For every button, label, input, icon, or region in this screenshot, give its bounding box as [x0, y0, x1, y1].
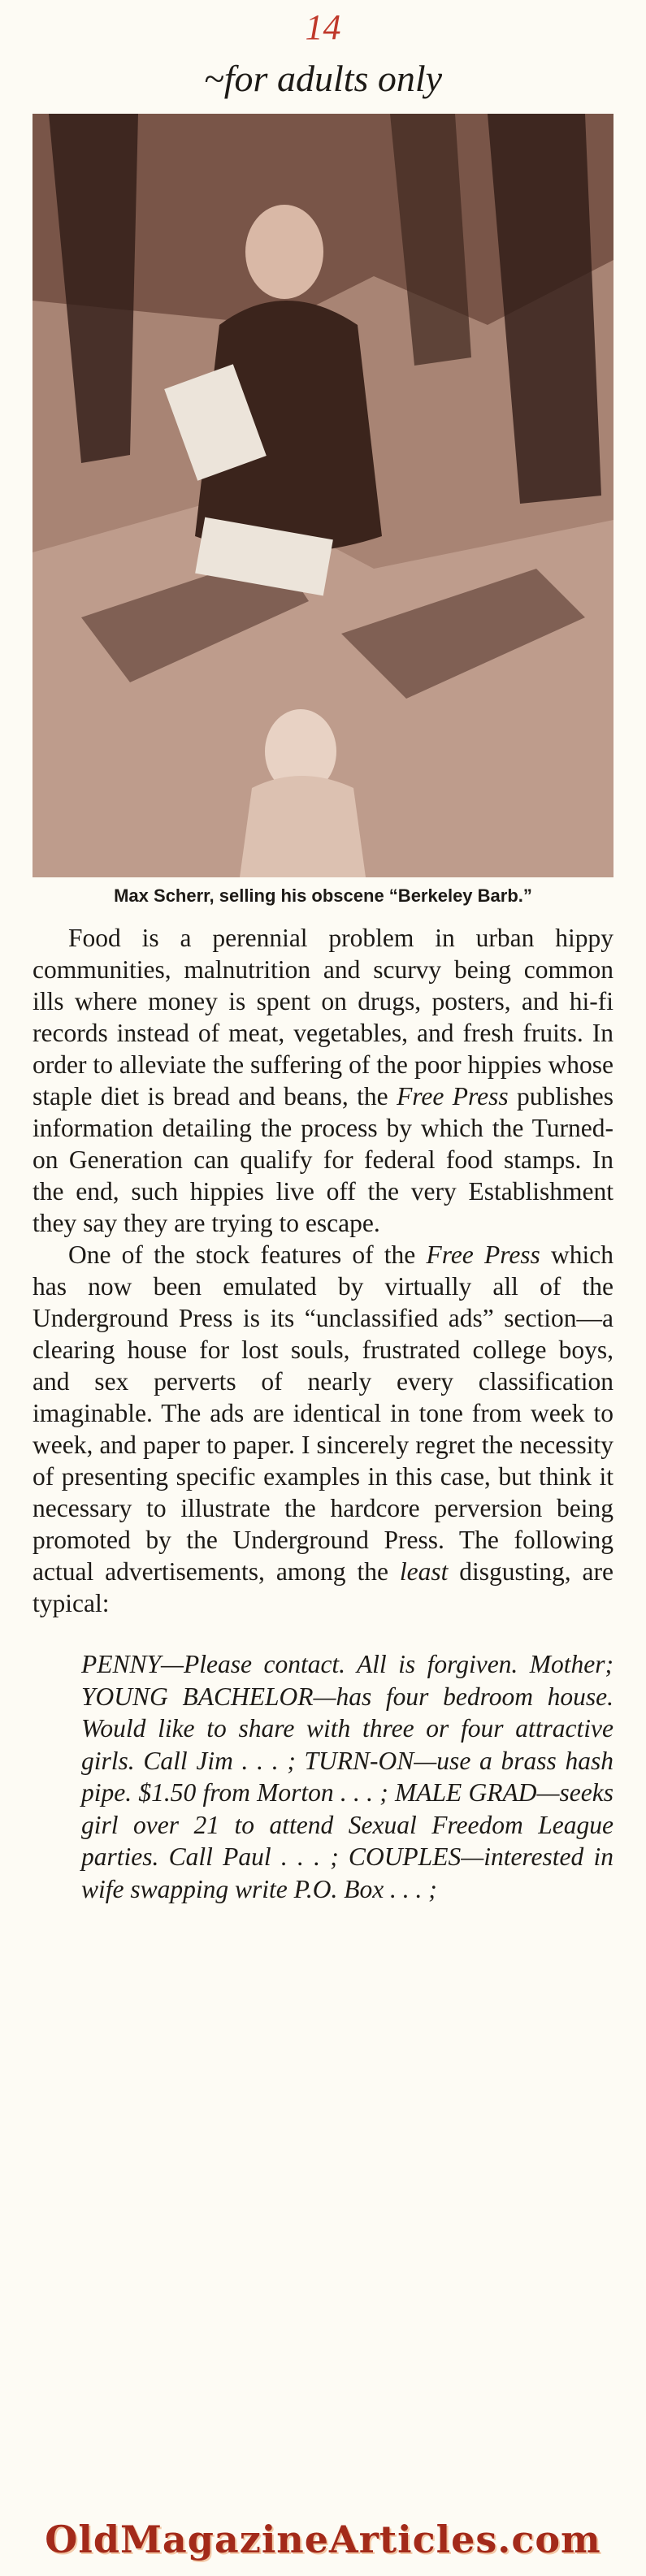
paragraph-text: disgusting, are typical:: [33, 1557, 613, 1617]
photo-caption: Max Scherr, selling his obscene “Berkeley Barb.”: [114, 885, 532, 906]
page-number: 14: [305, 7, 341, 47]
paragraph-text: Food is a perennial problem in urban hippy communities, malnutrition and scurvy being common ills where money is spent on drugs, posters, and hi-fi records instead of meat, vegetables, and fresh fruits. In order to alleviate the suffering of the poor hippies whose staple diet is bread and beans, the: [33, 924, 613, 1110]
article-body: [33, 922, 613, 1905]
paragraph-ads: [33, 1239, 613, 1619]
photo-max-scherr: [33, 114, 613, 877]
watermark: OldMagazineArticles.com: [0, 2503, 646, 2576]
paragraph-text: which has now been emulated by virtually all of the Underground Press is its “unclassified ads” section—a clearing house for lost souls, frustrated college boys, and sex perverts of nearly every classification imaginable. The ads are identical in tone from week to week, and paper to paper. I sincerely regret the necessity of presenting specific examples in this case, but think it necessary to illustrate the hardcore perversion being promoted by the Underground Press. The following actual advertisements, among the: [33, 1240, 614, 1586]
italic-free-press: Free Press: [397, 1082, 509, 1110]
paragraph-food: [33, 922, 613, 1239]
running-head: ~for adults only: [203, 58, 443, 99]
italic-free-press: Free Press: [426, 1240, 540, 1269]
italic-least: least: [399, 1557, 449, 1586]
paragraph-text: One of the stock features of the: [68, 1240, 427, 1269]
ads-quote: PENNY—Please contact. All is forgiven. Mother; YOUNG BACHELOR—has four bedroom house. Would like to share with three or four attractive girls. Call Jim . . . ; TURN-ON—use a brass hash pipe. $1.50 from Morton . . . ; MALE GRAD—seeks girl over 21 to attend Sexual Freedom League parties. Call Paul . . . ; COUPLES—interested in wife swapping write P.O. Box . . . ;: [81, 1650, 613, 1903]
paragraph-text: publishes information detailing the process by which the Turned-on Generation can qualify for federal food stamps. In the end, such hippies live off the very Establishment they say they are trying to escape.: [33, 1082, 613, 1237]
